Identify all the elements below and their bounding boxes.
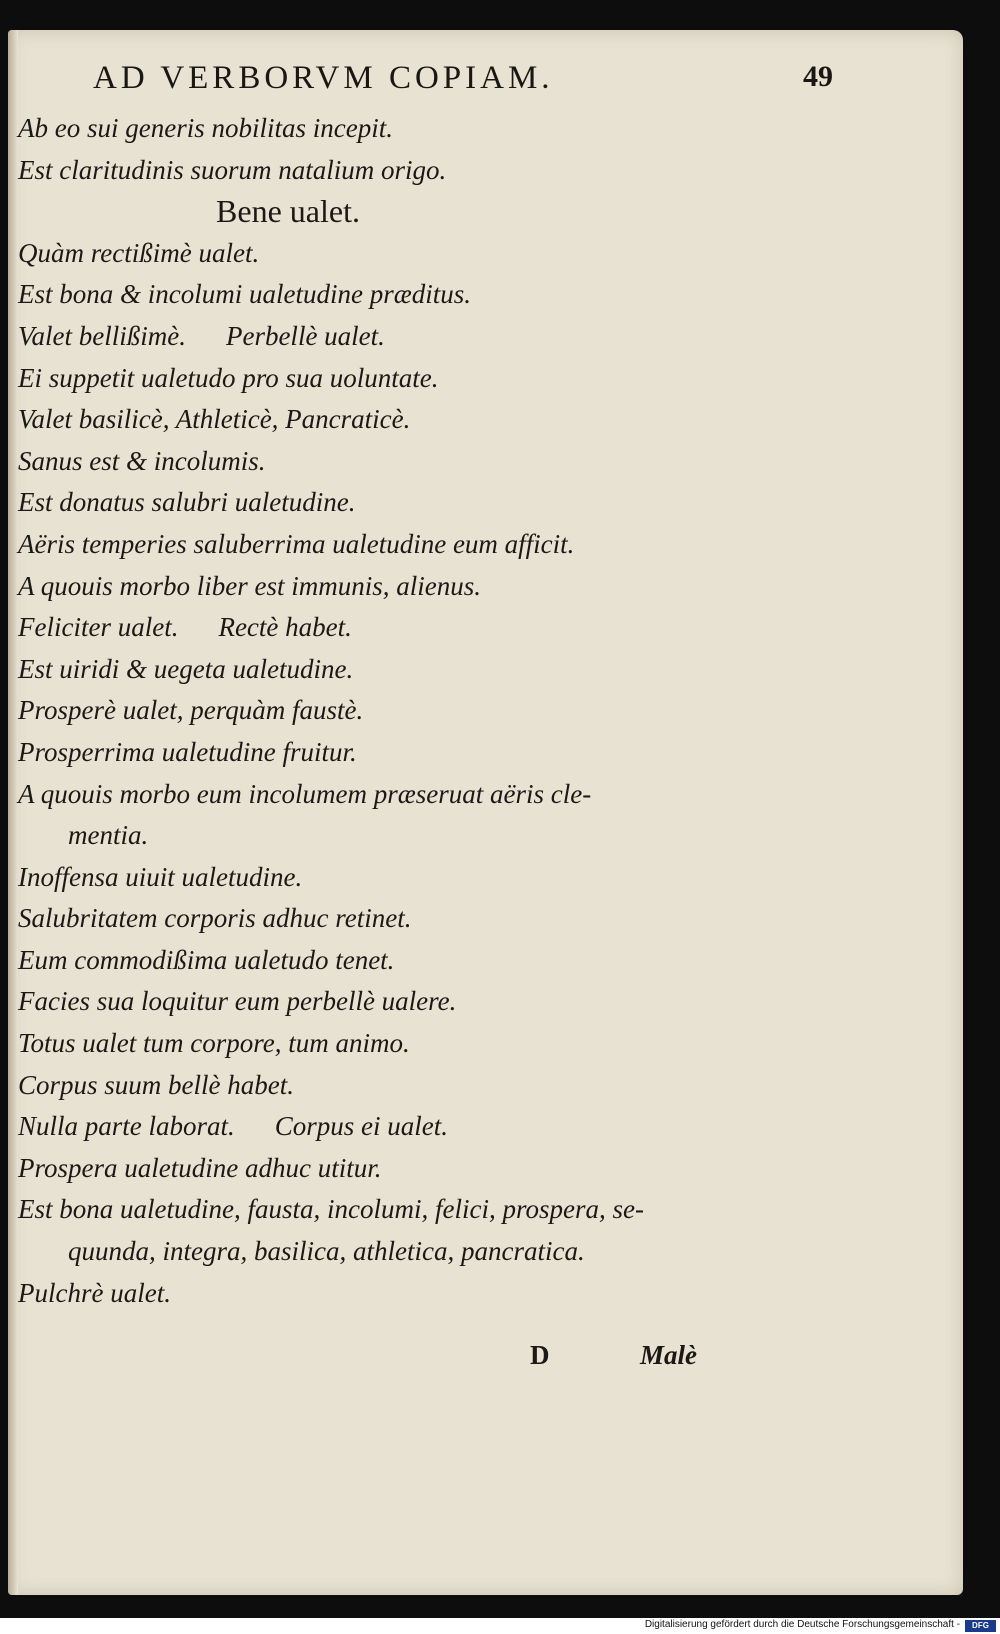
dfg-logo: DFG [965, 1620, 996, 1632]
text-line: Corpus suum bellè habet. [18, 1069, 294, 1100]
text-line: A quouis morbo liber est immunis, alienus. [18, 570, 482, 601]
phrase: Nulla parte laborat. [18, 1111, 235, 1142]
text-line [18, 1106, 738, 1148]
text-line [18, 316, 738, 358]
text-line: Est claritudinis suorum natalium origo. [18, 154, 447, 185]
text-line: Sanus est & incolumis. [18, 445, 266, 476]
text-line: Prosperrima ualetudine fruitur. [18, 736, 357, 767]
text-line: A quouis morbo eum incolumem præseruat aëris cle- [18, 778, 592, 809]
page-gutter-edge [8, 30, 18, 1595]
running-title: AD VERBORVM COPIAM. [93, 60, 554, 96]
text-line: Est bona ualetudine, fausta, incolumi, felici, prospera, se- [18, 1194, 644, 1225]
text-line: Est uiridi & uegeta ualetudine. [18, 653, 354, 684]
text-line [18, 607, 738, 649]
text-line: Pulchrè ualet. [18, 1277, 171, 1308]
phrase: Valet bellißimè. [18, 320, 186, 351]
text-line: quunda, integra, basilica, athletica, pancratica. [68, 1236, 585, 1267]
page-foot [530, 1340, 730, 1380]
text-line: mentia. [68, 820, 149, 851]
text-line: Aëris temperies saluberrima ualetudine eum afficit. [18, 528, 575, 559]
text-line: Inoffensa uiuit ualetudine. [18, 861, 303, 892]
text-line: Totus ualet tum corpore, tum animo. [18, 1028, 410, 1059]
text-line: Prosperè ualet, perquàm faustè. [18, 695, 364, 726]
text-line: Salubritatem corporis adhuc retinet. [18, 903, 412, 934]
phrase: Corpus ei ualet. [274, 1111, 449, 1142]
catchword: Malè [640, 1340, 697, 1370]
page-number: 49 [803, 60, 833, 93]
text-line: Ab eo sui generis nobilitas incepit. [18, 113, 393, 143]
text-block [18, 108, 738, 1314]
phrase: Feliciter ualet. [18, 612, 179, 643]
text-line: Est bona & incolumi ualetudine præditus. [18, 279, 471, 310]
text-line: Quàm rectißimè ualet. [18, 237, 260, 268]
text-line: Facies sua loquitur eum perbellè ualere. [18, 986, 457, 1017]
text-line: Est donatus salubri ualetudine. [18, 487, 356, 518]
text-line: Eum commodißima ualetudo tenet. [18, 944, 395, 975]
signature-mark: D [530, 1340, 550, 1370]
text-line: Valet basilicè, Athleticè, Pancraticè. [18, 404, 411, 435]
funding-credit: Digitalisierung gefördert durch die Deutsche Forschungsgemeinschaft - [644, 1619, 960, 1630]
phrase: Perbellè ualet. [225, 320, 385, 351]
section-heading: Bene ualet. [216, 193, 360, 230]
text-line: Ei suppetit ualetudo pro sua uoluntate. [18, 362, 439, 393]
digitization-footer [0, 1618, 1000, 1634]
phrase: Rectè habet. [218, 612, 352, 643]
running-head [85, 60, 885, 108]
text-line: Prospera ualetudine adhuc utitur. [18, 1152, 382, 1183]
